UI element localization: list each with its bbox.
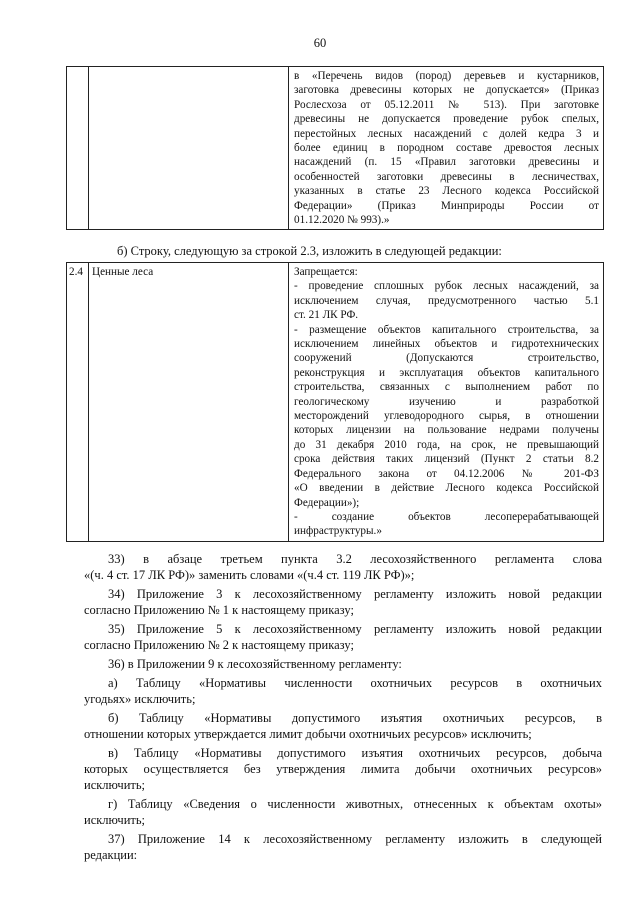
description-line: геологическому изучению и разработкой — [294, 395, 599, 408]
table-row — [67, 263, 604, 542]
regulation-table-new-row — [66, 262, 604, 542]
description-line: древесины не допускается проведение рубок спелых, — [294, 113, 599, 126]
amendment-paragraph-36 — [84, 656, 602, 672]
table-row — [67, 67, 604, 230]
paragraph-line: угодьях» исключить; — [84, 692, 196, 706]
paragraph-line: исключить; — [84, 778, 146, 792]
description-line: исключением линейных объектов и гидротехнических — [294, 338, 599, 351]
paragraph-line: а) Таблицу «Нормативы численности охотничьих ресурсов в охотничьих — [108, 676, 602, 690]
description-line: - создание объектов лесоперерабатывающей — [294, 510, 599, 523]
paragraph-line: согласно Приложению № 1 к настоящему приказу; — [84, 603, 354, 617]
description-line: инфраструктуры.» — [294, 525, 382, 538]
amendment-paragraph-35 — [84, 621, 602, 653]
amendment-instruction: б) Строку, следующую за строкой 2.3, изложить в следующей редакции: — [117, 244, 502, 258]
paragraph-line: 36) в Приложении 9 к лесохозяйственному регламенту: — [108, 657, 402, 671]
description-line: более единиц в породном составе древостоя лесных — [294, 142, 599, 155]
description-line: срока действия таких лицензий (Пункт 2 статьи 8.2 — [294, 453, 599, 466]
amendment-paragraph-33 — [84, 551, 602, 583]
paragraph-line: 37) Приложение 14 к лесохозяйственному регламенту изложить в следующей — [108, 832, 602, 846]
description-line: месторождений углеводородного сырья, в отношении — [294, 410, 599, 423]
amendment-paragraph-34 — [84, 586, 602, 618]
description-line: 01.12.2020 № 993).» — [294, 214, 390, 227]
paragraph-line: редакции: — [84, 848, 138, 862]
description-line: указанных в статье 23 Лесного кодекса Российской — [294, 185, 599, 198]
description-line: - проведение сплошных рубок лесных насаждений, за — [294, 280, 599, 293]
description-line: исключением случая, предусмотренного частью 5.1 — [294, 294, 599, 307]
amendment-subparagraph-g — [84, 796, 602, 828]
description-line: строительства, связанных с выполнением работ по — [294, 381, 599, 394]
description-line: до 31 декабря 2010 года, на срок, не превышающий — [294, 438, 599, 451]
paragraph-line: 34) Приложение 3 к лесохозяйственному регламенту изложить новой редакции — [108, 587, 602, 601]
paragraph-line: согласно Приложению № 2 к настоящему приказу; — [84, 638, 354, 652]
description-line: сооружений (Допускаются строительство, — [294, 352, 599, 365]
paragraph-line: г) Таблицу «Сведения о численности животных, отнесенных к объектам охоты» — [108, 797, 602, 811]
amendment-paragraph-37 — [84, 831, 602, 863]
paragraph-line: «(ч. 4 ст. 17 ЛК РФ)» заменить словами «(ч.4 ст. 119 ЛК РФ)»; — [84, 568, 415, 582]
description-line: в «Перечень видов (пород) деревьев и кустарников, — [294, 70, 599, 82]
description-line: - размещение объектов капитального строительства, за — [294, 323, 599, 336]
paragraph-line: которых осуществляется без утверждения лимита добычи охотничьих ресурсов» — [84, 762, 602, 776]
description-line: Запрещается: — [294, 266, 358, 278]
description-line: заготовка древесины которых не допускается» (Приказ — [294, 84, 599, 97]
row-number-cell — [67, 67, 89, 230]
forest-category-cell: Ценные леса — [89, 263, 289, 542]
paragraph-line: б) Таблицу «Нормативы допустимого изъятия охотничьих ресурсов, в — [108, 711, 602, 725]
row-number-cell: 2.4 — [67, 263, 89, 542]
paragraph-line: 33) в абзаце третьем пункта 3.2 лесохозяйственного регламента слова — [108, 552, 602, 566]
description-line: «О введении в действие Лесного кодекса Российской — [294, 482, 599, 495]
amendment-subparagraph-v — [84, 745, 602, 793]
description-line: реконструкция и эксплуатация объектов капитального — [294, 366, 599, 379]
paragraph-line: отношении которых утверждается лимит добычи охотничьих ресурсов» исключить; — [84, 727, 532, 741]
description-line: Федерации» (Приказ Минприроды России от — [294, 199, 599, 212]
amendment-subparagraph-a — [84, 675, 602, 707]
description-line: перестойных лесных насаждений с долей кедра 3 и — [294, 127, 599, 140]
paragraph-line: 35) Приложение 5 к лесохозяйственному регламенту изложить новой редакции — [108, 622, 602, 636]
paragraph-line: в) Таблицу «Нормативы допустимого изъятия охотничьих ресурсов, добыча — [108, 746, 602, 760]
description-line: Рослесхоза от 05.12.2011 № 513). При заготовке — [294, 98, 599, 111]
amendments-body — [84, 551, 602, 866]
restriction-description-cell — [289, 263, 604, 542]
forest-category-cell — [89, 67, 289, 230]
restriction-description-cell — [289, 67, 604, 230]
description-line: ст. 21 ЛК РФ. — [294, 309, 359, 322]
amendment-subparagraph-b — [84, 710, 602, 742]
paragraph-line: исключить; — [84, 813, 146, 827]
description-line: которых лицензии на пользование недрами получены — [294, 424, 599, 437]
description-line: насаждений (п. 15 «Правил заготовки древесины и — [294, 156, 599, 169]
page-number: 60 — [313, 36, 327, 50]
description-line: особенностей заготовки древесины в лесничествах, — [294, 170, 599, 183]
regulation-table-continuation — [66, 66, 604, 230]
description-line: Федерации»); — [294, 496, 360, 509]
description-line: Федерального закона от 04.12.2006 № 201-ФЗ — [294, 467, 599, 480]
